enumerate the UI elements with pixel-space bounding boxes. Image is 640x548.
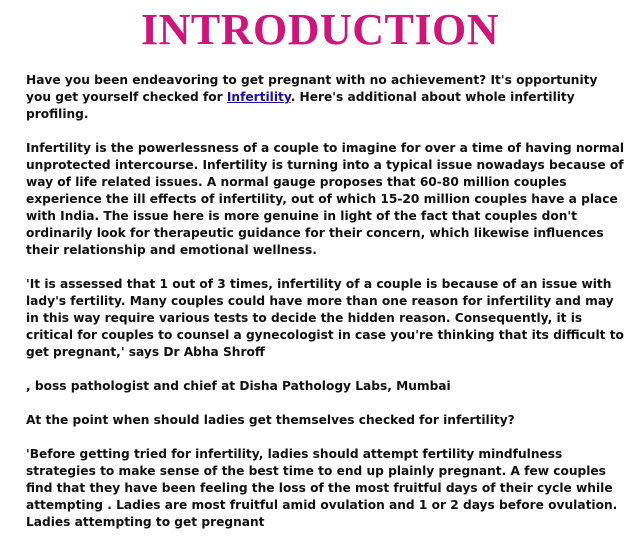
paragraph-attribution: , boss pathologist and chief at Disha Pathology Labs, Mumbai: [26, 379, 451, 393]
paragraph-quote: 'It is assessed that 1 out of 3 times, infertility of a couple is because of an issue with lady's fertility. Many couples could have more than one reason for infertility and may in this way require various tests to decide the hidden reason. Consequently, it is critical for couples to counsel a gynecologist in case you're thinking that its difficult to get pregnant,' says Dr Abha Shroff: [26, 277, 624, 359]
intro-text-after: . Here's additional about whole infertility profiling.: [26, 90, 575, 121]
article-body: [26, 72, 626, 548]
paragraph-definition: Infertility is the powerlessness of a couple to imagine for over a time of having normal unprotected intercourse. Infertility is turning into a typical issue nowadays because of way of life related issues. A normal gauge proposes that 60-80 million couples experience the ill effects of infertility, out of which 15-20 million couples have a place with India. The issue here is more genuine in light of the fact that couples don't ordinarily look for therapeutic guidance for their concern, which likewise influences their relationship and emotional wellness.: [26, 141, 625, 257]
paragraph-answer: 'Before getting tried for infertility, ladies should attempt fertility mindfulness strategies to make sense of the best time to end up plainly pregnant. A few couples find that they have been feeling the loss of the most fruitful days of their cycle while attempting . Ladies are most fruitful amid ovulation and 1 or 2 days before ovulation. Ladies attempting to get pregnant: [26, 447, 618, 529]
intro-text-before: Have you been endeavoring to get pregnant with no achievement? It's opportunity you get yourself checked for: [26, 73, 598, 104]
page-title: INTRODUCTION: [140, 5, 500, 54]
paragraph-intro: [26, 72, 626, 123]
infertility-link[interactable]: Infertility: [226, 90, 291, 104]
paragraph-question: At the point when should ladies get themselves checked for infertility?: [26, 413, 515, 427]
